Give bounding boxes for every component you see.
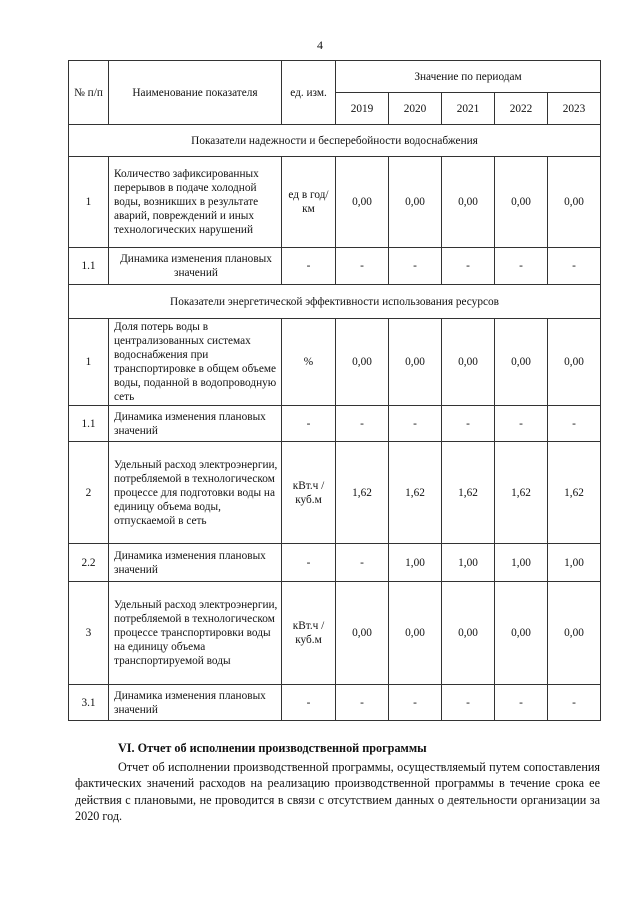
page-number: 4 [317,38,323,52]
value-cell: 1,62 [442,442,495,544]
value-cell: - [389,406,442,442]
value-cell: - [548,248,601,285]
header-year: 2023 [548,93,601,125]
value-cell: 1,00 [495,544,548,582]
header-year: 2022 [495,93,548,125]
row-number: 1 [69,319,109,406]
value-cell: 0,00 [548,582,601,685]
value-cell: - [442,406,495,442]
unit-cell: - [282,406,336,442]
value-cell: 1,00 [442,544,495,582]
row-number: 2 [69,442,109,544]
value-cell: 0,00 [548,319,601,406]
value-cell: 0,00 [495,157,548,248]
row-number: 3.1 [69,685,109,721]
header-indicator-name: Наименование показателя [109,61,282,125]
value-cell: - [389,685,442,721]
value-cell: 1,62 [336,442,389,544]
value-cell: - [442,248,495,285]
indicator-name: Удельный расход электроэнергии, потребляемой в технологическом процессе для подготовки воды на единицу объема воды, отпускаемой в сеть [109,442,282,544]
value-cell: - [495,685,548,721]
value-cell: 0,00 [442,157,495,248]
row-number: 1 [69,157,109,248]
unit-cell: - [282,685,336,721]
value-cell: - [548,685,601,721]
value-cell: - [548,406,601,442]
value-cell: 1,62 [495,442,548,544]
indicator-name: Динамика изменения плановых значений [109,406,282,442]
row-number: 1.1 [69,406,109,442]
value-cell: 0,00 [495,319,548,406]
value-cell: 0,00 [442,319,495,406]
value-cell: - [389,248,442,285]
section-vi-heading: VI. Отчет об исполнении производственной программы [118,741,427,755]
indicator-name: Динамика изменения плановых значений [109,248,282,285]
section-vi-paragraph: Отчет об исполнении производственной программы, осуществляемый путем сопоставления фактических значений расходов на реализацию производственной программы в течение срока ее действия с плановыми, не проводится в связи с отсутствием данных о деятельности организации за 2020 год. [75,760,600,823]
unit-cell: - [282,248,336,285]
unit-cell: % [282,319,336,406]
value-cell: - [442,685,495,721]
indicator-name: Доля потерь воды в централизованных системах водоснабжения при транспортировке в общем объеме воды, поданной в водопроводную сеть [109,319,282,406]
header-unit: ед. изм. [282,61,336,125]
header-periods: Значение по периодам [336,61,601,93]
value-cell: 1,62 [389,442,442,544]
value-cell: 0,00 [336,319,389,406]
unit-cell: ед в год/ км [282,157,336,248]
value-cell: - [336,248,389,285]
value-cell: 0,00 [548,157,601,248]
unit-cell: кВт.ч / куб.м [282,442,336,544]
section-title: Показатели надежности и бесперебойности водоснабжения [69,125,601,157]
row-number: 3 [69,582,109,685]
header-year: 2020 [389,93,442,125]
value-cell: - [336,685,389,721]
header-year: 2019 [336,93,389,125]
indicator-name: Динамика изменения плановых значений [109,685,282,721]
section-title: Показатели энергетической эффективности использования ресурсов [69,285,601,319]
indicator-name: Динамика изменения плановых значений [109,544,282,582]
row-number: 1.1 [69,248,109,285]
value-cell: - [336,544,389,582]
value-cell: 0,00 [336,582,389,685]
unit-cell: кВт.ч / куб.м [282,582,336,685]
header-year: 2021 [442,93,495,125]
value-cell: 0,00 [336,157,389,248]
value-cell: 0,00 [389,582,442,685]
value-cell: 0,00 [495,582,548,685]
value-cell: 0,00 [389,319,442,406]
value-cell: - [495,248,548,285]
value-cell: 1,62 [548,442,601,544]
indicator-name: Удельный расход электроэнергии, потребляемой в технологическом процессе транспортировки воды на единицу объема транспортируемой воды [109,582,282,685]
value-cell: 0,00 [389,157,442,248]
value-cell: - [336,406,389,442]
value-cell: - [495,406,548,442]
row-number: 2.2 [69,544,109,582]
value-cell: 1,00 [548,544,601,582]
value-cell: 1,00 [389,544,442,582]
indicators-table [68,60,601,721]
value-cell: 0,00 [442,582,495,685]
header-number: № п/п [69,61,109,125]
unit-cell: - [282,544,336,582]
indicator-name: Количество зафиксированных перерывов в подаче холодной воды, возникших в результате аварий, повреждений и иных технологических нарушений [109,157,282,248]
